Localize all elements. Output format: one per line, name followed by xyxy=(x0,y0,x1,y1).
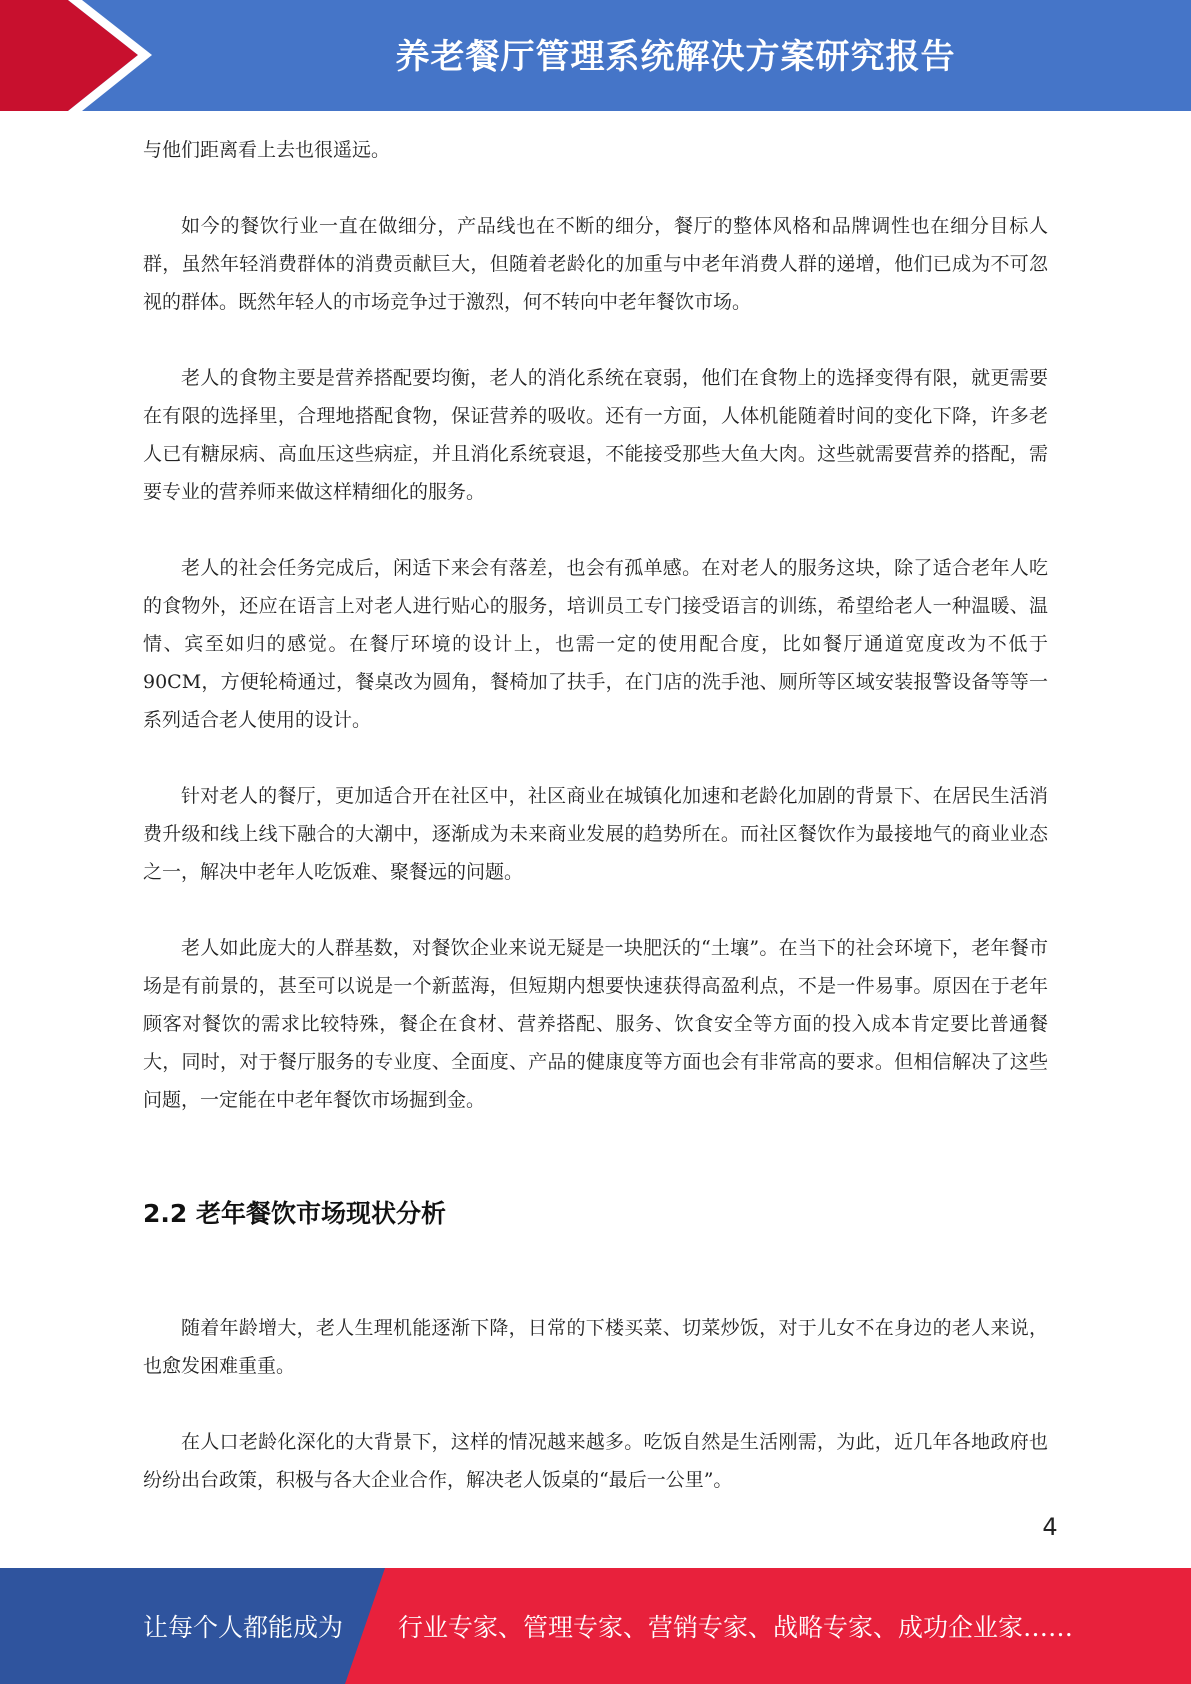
document-body xyxy=(143,131,1048,1499)
header-chevron-decoration xyxy=(0,0,160,111)
footer-slogan-left: 让每个人都能成为 xyxy=(143,1613,344,1642)
paragraph-0: 与他们距离看上去也很遥远。 xyxy=(143,139,391,161)
paragraph-6: 随着年龄增大，老人生理机能逐渐下降，日常的下楼买菜、切菜炒饭，对于儿女不在身边的老人来说，也愈发困难重重。 xyxy=(143,1317,1048,1377)
paragraph-2: 老人的食物主要是营养搭配要均衡，老人的消化系统在衰弱，他们在食物上的选择变得有限，就更需要在有限的选择里，合理地搭配食物，保证营养的吸收。还有一方面，人体机能随着时间的变化下降，许多老人已有糖尿病、高血压这些病症，并且消化系统衰退，不能接受那些大鱼大肉。这些就需要营养的搭配，需要专业的营养师来做这样精细化的服务。 xyxy=(143,367,1048,503)
page-footer xyxy=(0,1568,1191,1684)
paragraph-3: 老人的社会任务完成后，闲适下来会有落差，也会有孤单感。在对老人的服务这块，除了适合老年人吃的食物外，还应在语言上对老人进行贴心的服务，培训员工专门接受语言的训练，希望给老人一种温暖、温情、宾至如归的感觉。在餐厅环境的设计上，也需一定的使用配合度，比如餐厅通道宽度改为不低于 90CM，方便轮椅通过，餐桌改为圆角，餐椅加了扶手，在门店的洗手池、厕所等区域安装报警设备等等一系列适合老人使用的设计。 xyxy=(143,557,1048,731)
paragraph-1: 如今的餐饮行业一直在做细分，产品线也在不断的细分，餐厅的整体风格和品牌调性也在细分目标人群，虽然年轻消费群体的消费贡献巨大，但随着老龄化的加重与中老年消费人群的递增，他们已成为不可忽视的群体。既然年轻人的市场竞争过于激烈，何不转向中老年餐饮市场。 xyxy=(143,215,1048,313)
page-header xyxy=(0,0,1191,111)
paragraph-7: 在人口老龄化深化的大背景下，这样的情况越来越多。吃饭自然是生活刚需，为此，近几年各地政府也纷纷出台政策，积极与各大企业合作，解决老人饭桌的“最后一公里”。 xyxy=(143,1431,1048,1491)
paragraph-4: 针对老人的餐厅，更加适合开在社区中，社区商业在城镇化加速和老龄化加剧的背景下、在居民生活消费升级和线上线下融合的大潮中，逐渐成为未来商业发展的趋势所在。而社区餐饮作为最接地气的商业业态之一，解决中老年人吃饭难、聚餐远的问题。 xyxy=(143,785,1048,883)
paragraph-5: 老人如此庞大的人群基数，对餐饮企业来说无疑是一块肥沃的“土壤”。在当下的社会环境下，老年餐市场是有前景的，甚至可以说是一个新蓝海，但短期内想要快速获得高盈利点，不是一件易事。原因在于老年顾客对餐饮的需求比较特殊，餐企在食材、营养搭配、服务、饮食安全等方面的投入成本肯定要比普通餐大，同时，对于餐厅服务的专业度、全面度、产品的健康度等方面也会有非常高的要求。但相信解决了这些问题，一定能在中老年餐饮市场掘到金。 xyxy=(143,937,1048,1111)
section-heading: 2.2 老年餐饮市场现状分析 xyxy=(143,1199,446,1228)
footer-slogan-right: 行业专家、管理专家、营销专家、战略专家、成功企业家…… xyxy=(398,1613,1074,1642)
report-title: 养老餐厅管理系统解决方案研究报告 xyxy=(395,36,956,77)
page-number: 4 xyxy=(1042,1513,1058,1541)
